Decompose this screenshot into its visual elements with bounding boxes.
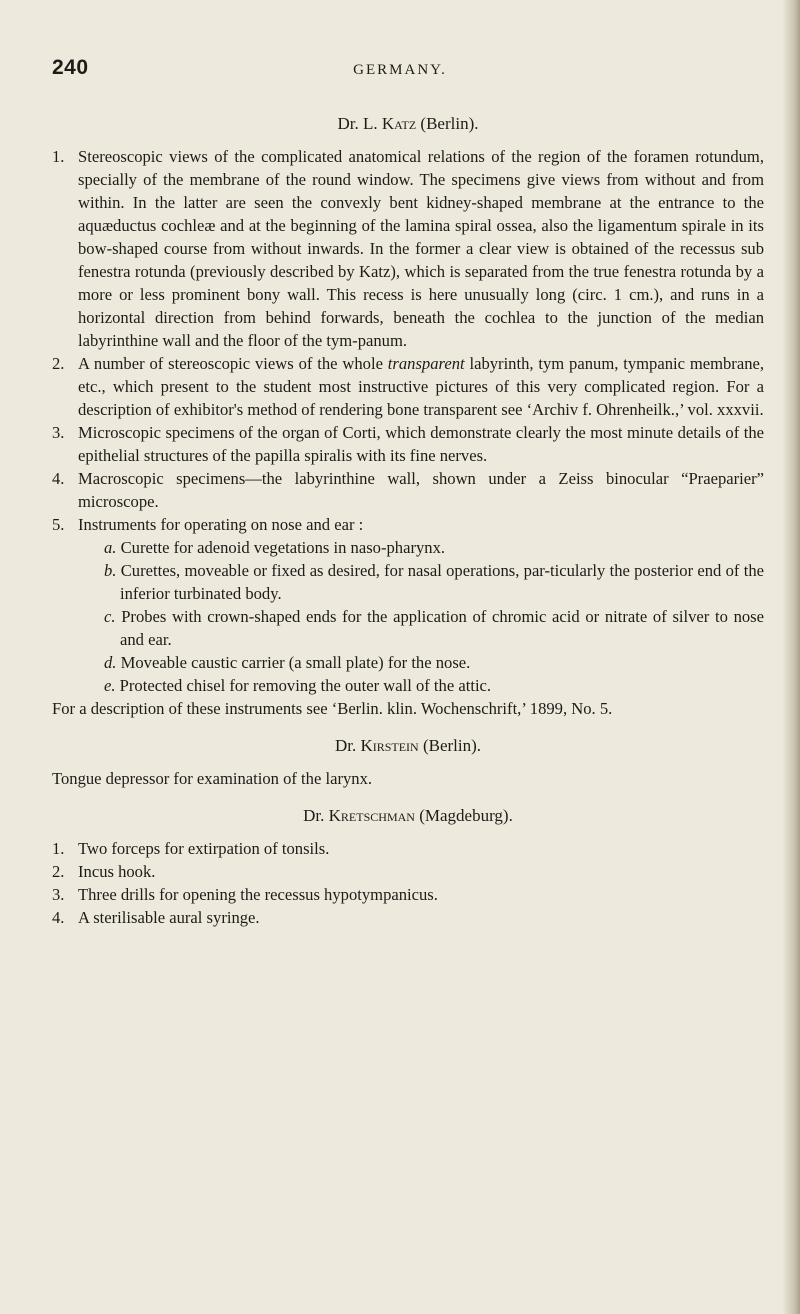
sub-item-letter: d. xyxy=(104,653,117,672)
item-text: A sterilisable aural syringe. xyxy=(78,908,260,927)
reference-note: For a description of these instruments see ‘Berlin. klin. Wochenschrift,’ 1899, No. 5. xyxy=(52,699,613,718)
page-header xyxy=(0,56,800,86)
list-item xyxy=(52,352,764,421)
sub-item xyxy=(52,559,764,605)
item-number: 5. xyxy=(52,515,65,534)
item-text: A number of stereoscopic views of the whole transparent labyrinth, tym panum, tympanic membrane, etc., which present to the student most instructive pictures of this very complicated region. For a description of exhibitor's method of rendering bone transparent see ‘Archiv f. Ohrenheilk.,’ vol. xxxvii. xyxy=(78,354,765,419)
list-item xyxy=(52,421,764,467)
sub-item-text: Probes with crown-shaped ends for the application of chromic acid or nitrate of silver to nose and ear. xyxy=(120,607,764,649)
exhibitor-name: Katz xyxy=(381,114,417,133)
item-number: 3. xyxy=(52,423,65,442)
sub-item xyxy=(52,651,764,674)
item-number: 2. xyxy=(52,862,65,881)
sub-item xyxy=(52,605,764,651)
item-text: Two forceps for extirpation of tonsils. xyxy=(78,839,330,858)
list-item xyxy=(52,860,764,883)
sub-item-text: Protected chisel for removing the outer wall of the attic. xyxy=(119,676,492,695)
sub-item-letter: b. xyxy=(104,561,117,580)
item-number: 1. xyxy=(52,839,65,858)
sub-item-letter: c. xyxy=(104,607,116,626)
item-number: 4. xyxy=(52,469,65,488)
item-text: Three drills for opening the recessus hypotympanicus. xyxy=(78,885,438,904)
section-heading-kirstein: Dr. Kirstein (Berlin). xyxy=(334,736,482,755)
list-item xyxy=(52,906,764,929)
item-number: 3. xyxy=(52,885,65,904)
exhibitor-name: Kirstein xyxy=(360,736,419,755)
list-item xyxy=(52,513,764,536)
item-number: 2. xyxy=(52,354,65,373)
list-item xyxy=(52,883,764,906)
running-title: GERMANY. xyxy=(353,62,447,78)
item-text: Incus hook. xyxy=(78,862,156,881)
item-number: 1. xyxy=(52,147,65,166)
page-edge-shadow xyxy=(782,0,800,1314)
exhibitor-name: Kretschman xyxy=(328,806,415,825)
spacer xyxy=(52,720,764,734)
item-text: Microscopic specimens of the organ of Corti, which demonstrate clearly the most minute details of the epithelial structures of the papilla spiralis with its fine nerves. xyxy=(78,423,764,465)
sub-item-text: Curette for adenoid vegetations in naso-pharynx. xyxy=(120,538,446,557)
list-item xyxy=(52,145,764,352)
item-text: Instruments for operating on nose and ear : xyxy=(78,515,364,534)
emphasis: transparent xyxy=(387,354,465,373)
section-heading-kretschman: Dr. Kretschman (Magdeburg). xyxy=(303,806,513,825)
exhibit-description: Tongue depressor for examination of the larynx. xyxy=(52,769,373,788)
page-content xyxy=(52,112,764,929)
item-text: Macroscopic specimens—the labyrinthine wall, shown under a Zeiss binocular “Praeparier” microscope. xyxy=(78,469,764,511)
sub-item-text: Moveable caustic carrier (a small plate) for the nose. xyxy=(120,653,471,672)
spacer xyxy=(52,790,764,804)
sub-item-letter: e. xyxy=(104,676,116,695)
sub-item-letter: a. xyxy=(104,538,117,557)
list-item xyxy=(52,837,764,860)
list-item xyxy=(52,467,764,513)
section-heading-katz: Dr. L. Katz (Berlin). xyxy=(337,114,479,133)
sub-item-text: Curettes, moveable or fixed as desired, for nasal operations, par-ticularly the posterior end of the inferior turbinated body. xyxy=(120,561,764,603)
item-number: 4. xyxy=(52,908,65,927)
sub-item xyxy=(52,674,764,697)
sub-item xyxy=(52,536,764,559)
page-number: 240 xyxy=(52,56,89,79)
item-text: Stereoscopic views of the complicated anatomical relations of the region of the foramen rotundum, specially of the membrane of the round window. The specimens give views from without and from within. In the latter are seen the convexly bent kidney-shaped membrane at the entrance to the aquæductus cochleæ and at the beginning of the lamina spiral ossea, also the ligamentum spirale in its bow-shaped course from without inwards. In the former a clear view is obtained of the recessus sub fenestra rotunda (previously described by Katz), which is separated from the true fenestra rotunda by a more or less prominent bony wall. This recess is here unusually long (circ. 1 cm.), and runs in a horizontal direction from behind forwards, beneath the cochlea to the junction of the median labyrinthine wall and the floor of the tym-panum. xyxy=(78,147,764,350)
